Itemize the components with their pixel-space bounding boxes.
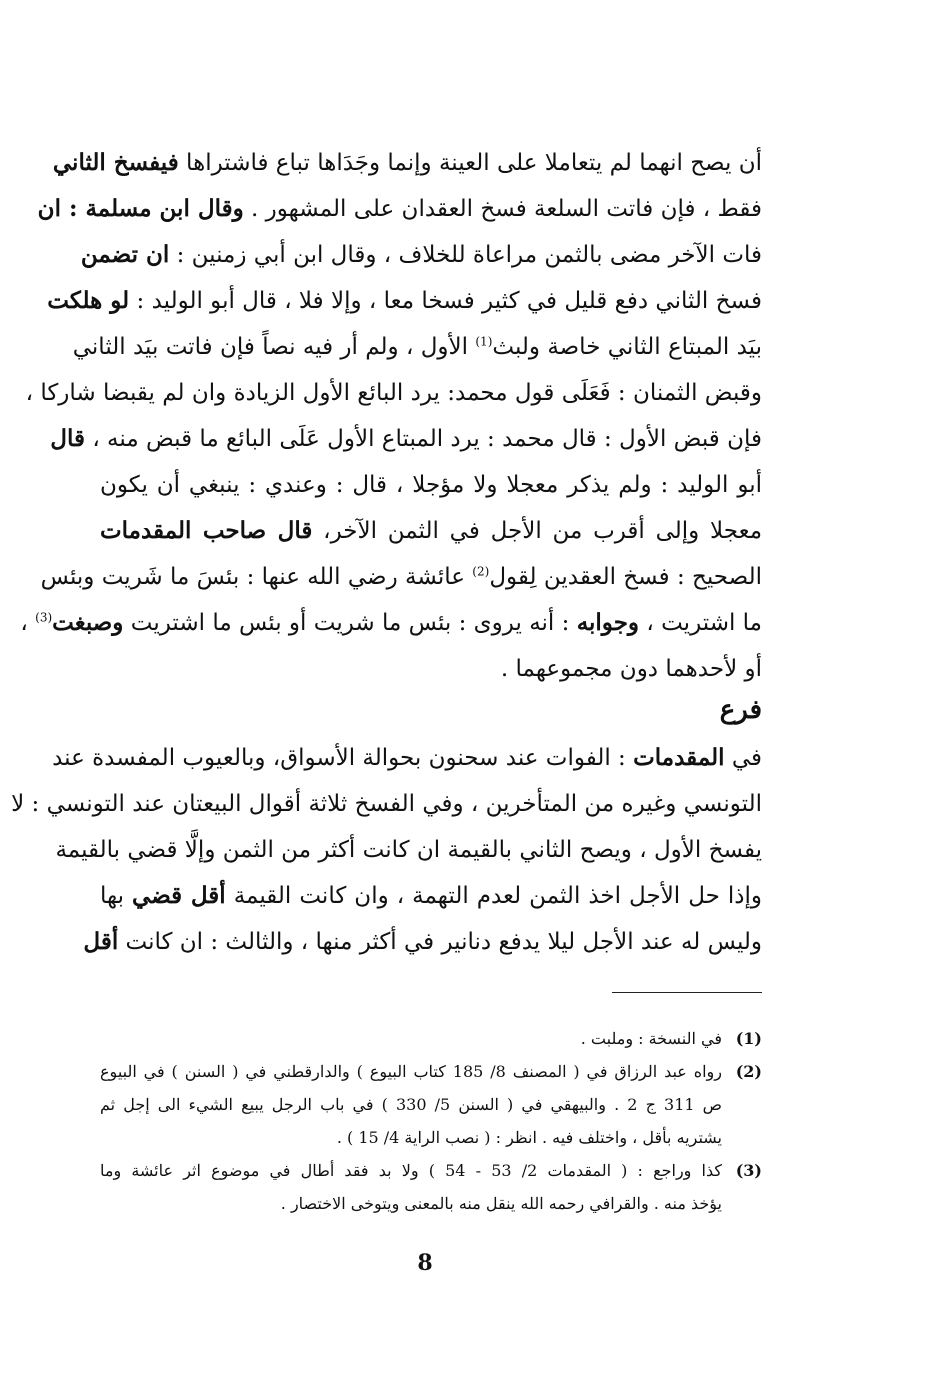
line-text: يفسخ الأول ، ويصح الثاني بالقيمة ان كانت أكثر من الثمن وإلَّا قضي بالقيمة (55, 837, 762, 863)
line-text: ، (20, 610, 36, 636)
line-text: فقط ، فإن فاتت السلعة فسخ العقدان على المشهور . (243, 196, 762, 222)
footnote-ref[interactable]: (2) (472, 564, 490, 579)
text-line (100, 508, 762, 554)
line-text: التونسي وغيره من المتأخرين ، وفي الفسخ ثلاثة أقوال البيعتان عند التونسي : لا (11, 791, 762, 817)
bold-text: فيفسخ الثاني (52, 149, 179, 176)
bold-text: وصبغت (52, 609, 124, 636)
text-line (52, 735, 762, 781)
line-text: أن يصح انهما لم يتعاملا على العينة وإنما وجَدَاها تباع فاشتراها (178, 150, 762, 176)
footnote-text: يؤخذ منه . والقرافي رحمه الله ينقل منه بالمعنى ويتوخى الاختصار . (280, 1194, 722, 1213)
text-line (50, 416, 762, 462)
line-text: وقبض الثمنان : فَعَلَى قول محمد: يرد البائع الأول الزيادة وان لم يقبضا شاركا ، (25, 380, 762, 406)
line-text: بيَد المبتاع الثاني خاصة ولبث (492, 334, 762, 360)
line-text: أو لأحدهما دون مجموعهما . (500, 656, 762, 682)
text-line (55, 827, 762, 873)
footnote-text: يشتريه بأقل ، واختلف فيه . انظر : ( نصب الراية 4/ 15 ) . (336, 1128, 722, 1147)
text-line (72, 324, 762, 370)
line-text: وليس له عند الأجل ليلا يدفع دنانير في أكثر منها ، والثالث : ان كانت (118, 929, 762, 955)
line-text: فسخ الثاني دفع قليل في كثير فسخا معا ، وإلا فلا ، قال أبو الوليد : (129, 288, 762, 314)
footnote-line (100, 1055, 762, 1088)
footnote-number: (3) (735, 1161, 762, 1180)
bold-text: وقال ابن مسلمة : ان (37, 195, 244, 222)
footnote-number: (1) (735, 1029, 762, 1048)
text-line (20, 600, 762, 646)
footnote-number: (2) (735, 1062, 762, 1081)
footnote-line (100, 1022, 762, 1055)
line-text: : الفوات عند سحنون بحوالة الأسواق، وبالعيوب المفسدة عند (52, 745, 634, 771)
section-body-text (11, 735, 763, 965)
line-text: الصحيح : فسخ العقدين لِقول (489, 564, 762, 590)
text-line (100, 873, 762, 919)
line-text: وإذا حل الأجل اخذ الثمن لعدم التهمة ، وان كانت القيمة (225, 883, 763, 909)
bold-text: قال صاحب المقدمات (100, 517, 313, 544)
line-text: معجلا وإلى أقرب من الأجل في الثمن الآخر، (312, 518, 763, 544)
footnote-text: كذا وراجع : ( المقدمات 2/ 53 - 54 ) ولا بد فقد أطال في موضوع اثر عائشة وما (100, 1161, 723, 1180)
bold-text: ان تضمن (80, 241, 170, 268)
text-line (52, 140, 762, 186)
footnote-line (100, 1121, 762, 1154)
line-text: ما اشتريت ، (639, 610, 762, 636)
bold-text: وجوابه (576, 609, 640, 636)
footnote-separator (612, 992, 762, 993)
section-heading: فرع (719, 695, 762, 725)
text-line (47, 278, 762, 324)
line-text: فإن قبض الأول : قال محمد : يرد المبتاع الأول عَلَى البائع ما قبض منه ، (85, 426, 762, 452)
line-text: بها (100, 883, 133, 909)
footnote-line (100, 1187, 762, 1220)
page-number: 8 (417, 1250, 433, 1276)
text-line (100, 646, 762, 692)
bold-text: لو هلكت (47, 287, 130, 314)
footnotes (100, 1022, 762, 1220)
footnote-line (100, 1088, 762, 1121)
footnote-line (100, 1154, 762, 1187)
text-line (100, 462, 762, 508)
footnote-ref[interactable]: (3) (35, 610, 53, 625)
line-text: أبو الوليد : ولم يذكر معجلا ولا مؤجلا ، قال : وعندي : ينبغي أن يكون (100, 472, 762, 498)
main-body-text (20, 140, 763, 692)
footnote-text: رواه عبد الرزاق في ( المصنف 8/ 185 كتاب البيوع ) والدارقطني في ( السنن ) في البيوع (100, 1062, 723, 1081)
text-line (40, 554, 762, 600)
footnote-text: في النسخة : وملبت . (580, 1029, 722, 1048)
footnote-text: ص 311 ج 2 . والبيهقي في ( السنن 5/ 330 ) في باب الرجل يبيع الشيء الى إجل ثم (100, 1095, 723, 1114)
bold-text: المقدمات (633, 744, 725, 771)
text-line (25, 370, 762, 416)
line-text: الأول ، ولم أر فيه نصاً فإن فاتت بيَد الثاني (72, 334, 476, 360)
text-line (37, 186, 762, 232)
line-text: : أنه يروى : بئس ما شريت أو بئس ما اشتريت (123, 610, 577, 636)
footnote-ref[interactable]: (1) (475, 334, 493, 349)
text-line (83, 919, 762, 965)
bold-text: أقل قضي (132, 882, 226, 909)
text-line (11, 781, 762, 827)
bold-text: قال (50, 425, 86, 452)
bold-text: أقل (83, 928, 119, 955)
text-line (80, 232, 762, 278)
line-text: في (724, 745, 762, 771)
line-text: فات الآخر مضى بالثمن مراعاة للخلاف ، وقال ابن أبي زمنين : (169, 242, 762, 268)
line-text: عائشة رضي الله عنها : بئسَ ما شَريت وبئس (40, 564, 473, 590)
